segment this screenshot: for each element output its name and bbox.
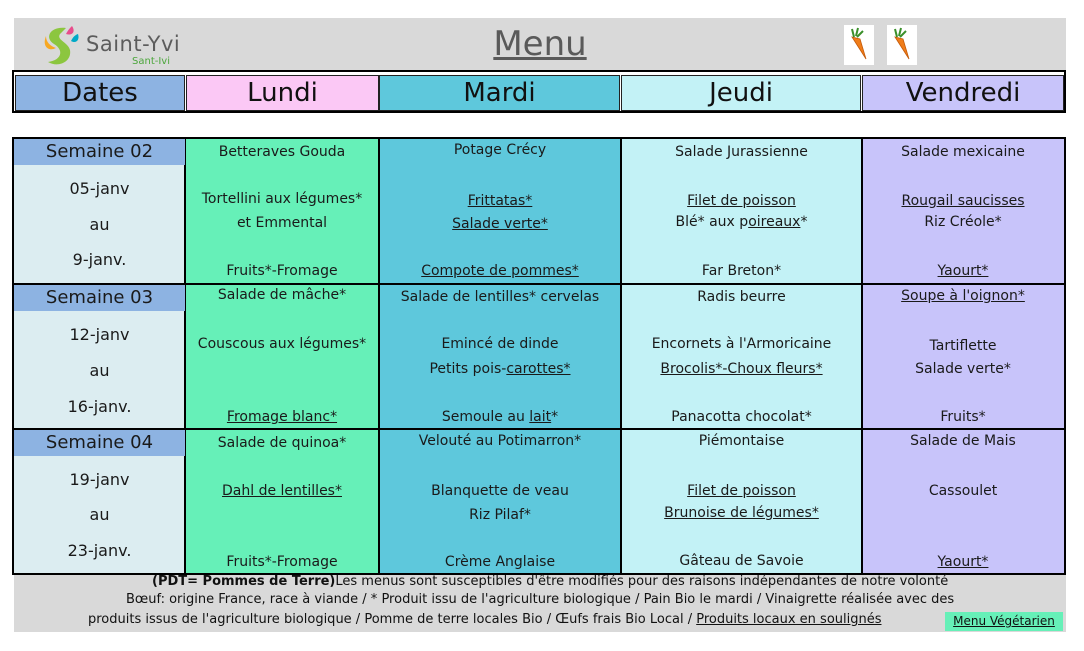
menu-item-local: Brunoise de légumes* xyxy=(664,505,819,521)
menu-item: Emincé de dinde xyxy=(441,336,559,352)
menu-item: Blanquette de veau xyxy=(431,483,569,499)
menu-item: Salade de quinoa* xyxy=(217,435,347,451)
menu-item: Salade de mâche* xyxy=(217,287,347,303)
header-vendredi: Vendredi xyxy=(862,75,1064,111)
menu-item: Couscous aux légumes* xyxy=(197,336,367,352)
carrot-icon xyxy=(844,25,874,65)
page-title: Menu xyxy=(493,24,587,64)
week-label: Semaine 02 xyxy=(14,139,185,165)
menu-item-part: * xyxy=(800,214,808,230)
menu-item: Piémontaise xyxy=(698,433,785,449)
footer-local-products-note: Produits locaux en soulignés xyxy=(696,612,882,627)
menu-item: Encornets à l'Armoricaine xyxy=(651,336,832,352)
menu-item-local-part: oireaux xyxy=(748,214,801,230)
menu-item: Tartiflette xyxy=(929,338,997,354)
menu-item: Fruits*-Fromage xyxy=(226,263,338,279)
week-date-separator: au xyxy=(89,361,110,380)
week-date-separator: au xyxy=(89,215,110,234)
week-label: Semaine 04 xyxy=(14,430,185,456)
footer-disclaimer: Les menus sont susceptibles d'être modifiés pour des raisons indépendantes de notre volonté xyxy=(335,574,949,589)
footer-line-3 xyxy=(88,612,882,627)
menu-item: Crème Anglaise xyxy=(444,554,556,570)
menu-item: Cassoulet xyxy=(928,483,998,499)
vegetarian-menu-link[interactable]: Menu Végétarien xyxy=(945,612,1063,631)
header-lundi: Lundi xyxy=(186,75,379,111)
menu-item-local-part: carottes* xyxy=(506,361,571,377)
week-start-date: 05-janv xyxy=(69,179,130,198)
day-header-row xyxy=(12,70,1066,113)
menu-item xyxy=(379,409,621,425)
menu-item-part: Petits pois- xyxy=(429,361,507,377)
menu-item: Gâteau de Savoie xyxy=(679,553,804,569)
week-end-date: 9-janv. xyxy=(72,250,127,269)
menu-item: Potage Crécy xyxy=(453,142,547,158)
menu-item xyxy=(621,214,862,230)
menu-item: Velouté au Potimarron* xyxy=(418,433,582,449)
week-date-separator: au xyxy=(89,505,110,524)
menu-item: Fruits* xyxy=(940,409,986,425)
menu-item-local: Salade verte* xyxy=(452,216,548,232)
menu-item: Salade verte* xyxy=(915,361,1011,377)
header-mardi: Mardi xyxy=(379,75,620,111)
menu-item: Salade de Mais xyxy=(910,433,1016,449)
menu-item: Salade mexicaine xyxy=(901,144,1025,160)
menu-item-part: Semoule au xyxy=(441,409,530,425)
menu-item-local-part: lait xyxy=(529,409,552,425)
menu-item: Far Breton* xyxy=(701,263,782,279)
week-start-date: 12-janv xyxy=(69,325,130,344)
menu-grid xyxy=(12,137,1066,575)
menu-item-local: Brocolis*-Choux fleurs* xyxy=(660,361,823,377)
menu-item: Riz Pilaf* xyxy=(469,507,531,523)
menu-item-local: Fromage blanc* xyxy=(226,409,338,425)
logo-swirl-icon xyxy=(36,22,86,70)
menu-item: Radis beurre xyxy=(697,289,786,305)
footer-pdt-note: (PDT= Pommes de Terre) xyxy=(152,574,336,589)
menu-item-local: Frittatas* xyxy=(467,193,533,209)
logo-brand-text: Saint-Yvi xyxy=(86,32,181,56)
menu-item-local: Filet de poisson xyxy=(687,483,796,499)
menu-item: Betteraves Gouda xyxy=(218,144,346,160)
week-end-date: 16-janv. xyxy=(67,397,132,416)
menu-item-local: Filet de poisson xyxy=(687,193,796,209)
menu-item-local: Dahl de lentilles* xyxy=(222,483,342,499)
menu-item-local: Yaourt* xyxy=(937,263,989,279)
menu-item-local: Rougail saucisses xyxy=(901,193,1025,209)
menu-item-part: Blé* aux p xyxy=(675,214,749,230)
header-dates: Dates xyxy=(15,75,185,111)
menu-item: Salade Jurassienne xyxy=(675,144,808,160)
week-label: Semaine 03 xyxy=(14,285,185,311)
menu-item: Panacotta chocolat* xyxy=(671,409,812,425)
menu-item: Tortellini aux légumes* xyxy=(201,191,363,207)
carrot-icon xyxy=(887,25,917,65)
menu-item-local: Compote de pommes* xyxy=(421,263,579,279)
menu-item: Fruits*-Fromage xyxy=(226,554,338,570)
footer-notes xyxy=(14,575,1066,632)
week-end-date: 23-janv. xyxy=(67,541,132,560)
footer-line-1 xyxy=(152,574,948,589)
menu-item-part: * xyxy=(551,409,559,425)
saint-yvi-logo xyxy=(36,22,196,70)
week-start-date: 19-janv xyxy=(69,470,130,489)
menu-item-local: Soupe à l'oignon* xyxy=(901,288,1025,304)
menu-item: Riz Créole* xyxy=(924,214,1002,230)
menu-item: et Emmental xyxy=(236,215,328,231)
menu-item-local: Yaourt* xyxy=(937,554,989,570)
footer-line-3-text: produits issus de l'agriculture biologique / Pomme de terre locales Bio / Œufs frais Bio Local / xyxy=(88,612,697,627)
menu-item: Salade de lentilles* cervelas xyxy=(400,289,600,305)
menu-item xyxy=(379,361,621,377)
header-jeudi: Jeudi xyxy=(621,75,861,111)
logo-sub-text: Sant-Ivi xyxy=(132,56,170,67)
footer-line-2: Bœuf: origine France, race à viande / * Produit issu de l'agriculture biologique / Pain Bio le mardi / Vinaigrette réalisée avec des xyxy=(126,592,955,607)
